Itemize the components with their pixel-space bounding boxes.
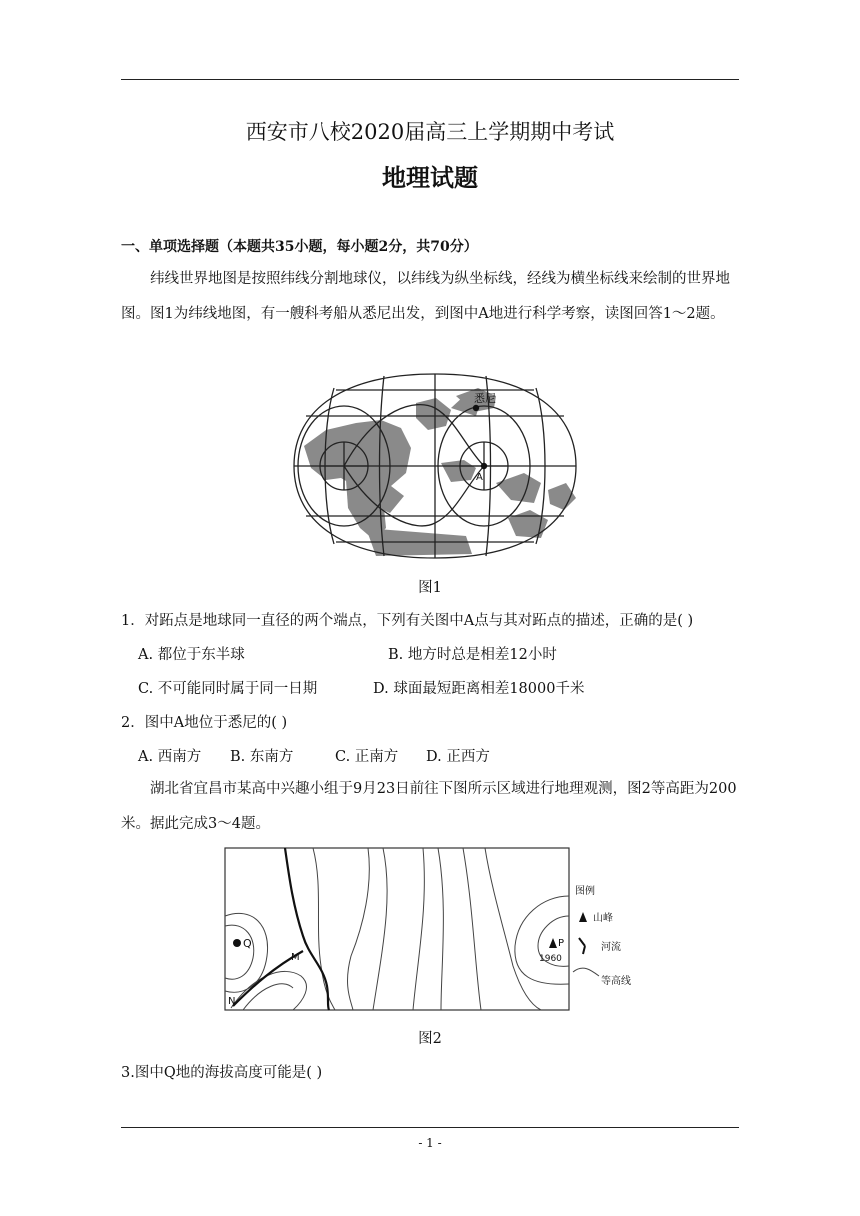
contour-lines (225, 848, 569, 1010)
sydney-label: 悉尼 (474, 392, 496, 405)
point-a-label: A (476, 472, 483, 483)
figure1-world-map (286, 368, 584, 564)
header-rule (121, 79, 739, 80)
point-a-dot (481, 463, 487, 469)
main-river (285, 848, 329, 1010)
q2-option-b: B. 东南方 (230, 749, 294, 765)
sydney-dot (473, 405, 479, 411)
intro-paragraph-2: 湖北省宜昌市某高中兴趣小组于9月23日前往下图所示区域进行地理观测，图2等高距为200米。据此完成3～4题。 (121, 781, 737, 832)
point-n-label: N (228, 996, 236, 1007)
section-heading: 一、单项选择题（本题共35小题，每小题2分，共70分） (121, 239, 478, 255)
legend-peak-label: 山峰 (593, 913, 613, 924)
legend-contour-label: 等高线 (601, 976, 631, 987)
q3-stem: 3.图中Q地的海拔高度可能是( ) (121, 1065, 323, 1081)
page-number: - 1 - (418, 1136, 442, 1150)
point-q-dot (233, 939, 241, 947)
q1-option-b: B. 地方时总是相差12小时 (388, 647, 557, 663)
exam-subtitle: 地理试题 (382, 164, 478, 192)
legend-river-icon (579, 938, 585, 954)
legend-river-label: 河流 (601, 942, 621, 953)
figure2-caption: 图2 (418, 1031, 442, 1047)
exam-title: 西安市八校2020届高三上学期期中考试 (245, 120, 615, 144)
figure1-caption: 图1 (418, 580, 442, 596)
q2-option-c: C. 正南方 (335, 749, 399, 765)
point-p-label: P (558, 938, 565, 949)
q1-option-a: A. 都位于东半球 (138, 647, 245, 663)
q2-option-a: A. 西南方 (138, 749, 202, 765)
figure2-contour-map (223, 846, 643, 1014)
legend-contour-icon (573, 968, 599, 976)
intro-paragraph-1: 纬线世界地图是按照纬线分割地球仪，以纬线为纵坐标线，经线为横坐标线来绘制的世界地图。图1为纬线地图，有一艘科考船从悉尼出发，到图中A地进行科学考察，读图回答1～2题。 (121, 271, 730, 322)
q1-option-c: C. 不可能同时属于同一日期 (138, 681, 318, 697)
continent-shapes (304, 388, 576, 556)
q2-option-d: D. 正西方 (426, 749, 490, 765)
footer-rule (121, 1127, 739, 1128)
legend-title: 图例 (575, 886, 595, 897)
q1-stem: 1．对跖点是地球同一直径的两个端点，下列有关图中A点与其对跖点的描述，正确的是( ) (121, 613, 694, 629)
peak-elevation: 1960 (539, 954, 562, 964)
point-m-label: M (291, 952, 300, 963)
legend-peak-icon (579, 912, 587, 922)
point-q-label: Q (243, 937, 252, 950)
q2-stem: 2．图中A地位于悉尼的( ) (121, 715, 288, 731)
q1-option-d: D. 球面最短距离相差18000千米 (373, 681, 585, 697)
peak-p-icon (549, 938, 557, 948)
